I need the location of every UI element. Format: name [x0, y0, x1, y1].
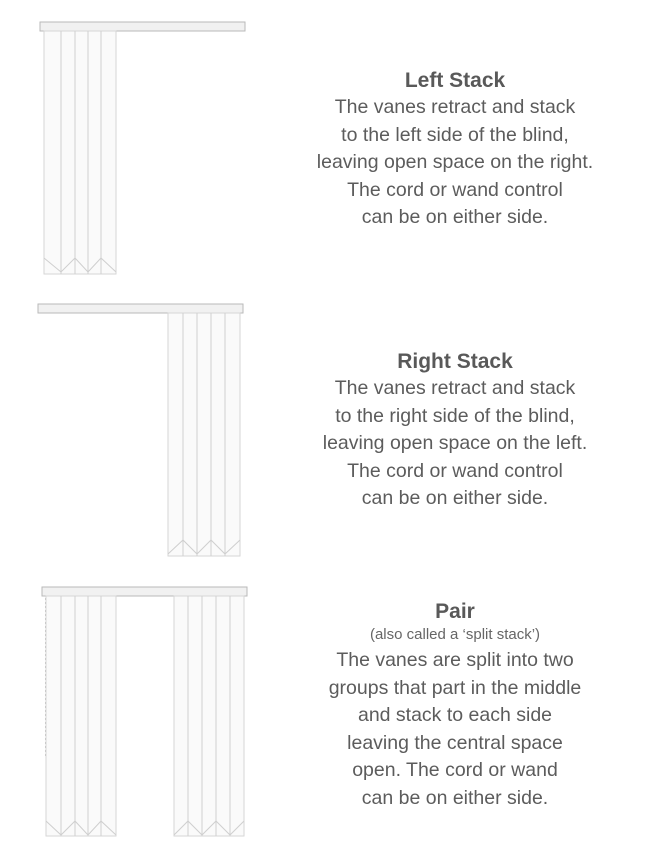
vane-stack-right — [174, 596, 244, 836]
pair-blind-illustration — [30, 565, 250, 855]
description-line: can be on either side. — [361, 206, 549, 228]
description-line: can be on either side. — [361, 786, 549, 809]
vane-stack — [168, 313, 240, 556]
description-line: open. The cord or wand — [352, 759, 558, 781]
description-line: leaving open space on the left. — [322, 432, 588, 454]
description-line: can be on either side. — [361, 487, 549, 509]
section-title: Pair — [435, 600, 475, 623]
description-line: to the right side of the blind, — [335, 404, 575, 427]
description-line: leaving the central space — [347, 731, 563, 754]
section-title: Left Stack — [404, 69, 506, 92]
headrail — [40, 22, 245, 31]
description-line: leaving open space on the right. — [316, 151, 594, 173]
headrail — [38, 304, 243, 313]
description-line: The cord or wand control — [347, 459, 563, 482]
section-subtitle: (also called a ‘split stack’) — [369, 626, 541, 643]
vane-stack-left — [46, 596, 116, 836]
right-stack-blind-illustration — [30, 280, 250, 570]
headrail — [42, 587, 247, 596]
left-stack-blind-illustration — [30, 0, 250, 290]
description-line: The cord or wand control — [347, 178, 563, 201]
section-title: Right Stack — [397, 350, 513, 373]
description-line: The vanes retract and stack — [334, 96, 576, 118]
description-line: to the left side of the blind, — [341, 123, 569, 146]
description-line: The vanes are split into two — [336, 649, 574, 671]
description-line: and stack to each side — [357, 704, 553, 726]
description-line: groups that part in the middle — [328, 676, 582, 699]
vane-stack — [44, 31, 116, 274]
description-line: The vanes retract and stack — [334, 377, 576, 399]
